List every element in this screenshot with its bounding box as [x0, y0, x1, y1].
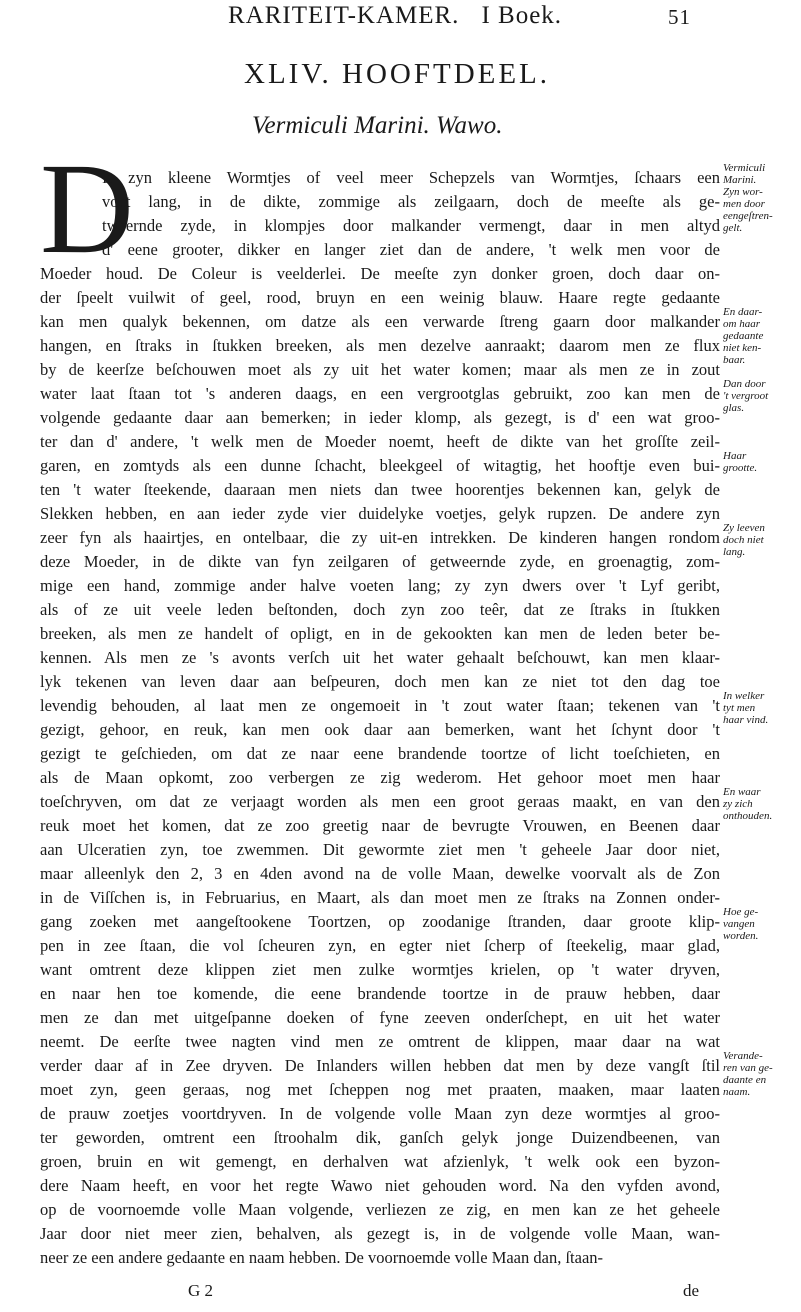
text-line: volgende gedaante daar aan bemerken; in ieder klomp, als gezegt, is d' een wat groo-: [40, 408, 720, 427]
text-line: kan men qualyk bekennen, om datze als een verwarde ſtreng gaarn door malkander: [40, 312, 720, 331]
text-line: groen, bruin en wit gemengt, en derhalven wat afzienlyk, 't welk ook een byzon-: [40, 1152, 720, 1171]
text-line: levendig behouden, al laat men ze ongemoeit in 't zout water ſtaan; tekenen van 't: [40, 696, 720, 715]
text-line: ter dan d' andere, 't welk men de Moeder noemt, heeft de dikte van het groſſte zeil-: [40, 432, 720, 451]
text-line: It zyn kleene Wormtjes of veel meer Schepzels van Wormtjes, ſchaars een: [102, 168, 720, 187]
chapter-subtitle: Vermiculi Marini. Wawo.: [252, 112, 503, 139]
running-title: RARITEIT-KAMER.: [228, 2, 460, 29]
text-line: zeer fyn als haairtjes, en ontelbaar, die zy uit-en intrekken. De kinderen hangen rondom: [40, 528, 720, 547]
text-line: toeſchryven, om dat ze verjaagt worden als men een groot geraas maakt, en van den: [40, 792, 720, 811]
text-line: als of ze uit veele leden beſtonden, doch zyn zoo teêr, dat ze ſtraks in ſtukken: [40, 600, 720, 619]
chapter-title: XLIV. HOOFTDEEL.: [244, 58, 551, 90]
text-line: Moeder houd. De Coleur is veelderlei. De meeſte zyn donker groen, doch daar on-: [40, 264, 720, 283]
text-line: pen in zee ſtaan, die vol ſcheuren zyn, en egter niet ſcherp of ſteekelig, maar glad,: [40, 936, 720, 955]
margin-note: Zyn wor- men door eengeſtren- gelt.: [723, 186, 773, 234]
text-line: neemt. De eerſte twee nagten vind men ze omtrent de klippen, maar daar na wat: [40, 1032, 720, 1051]
drop-cap: D: [40, 137, 134, 281]
text-line: kennen. Als men ze 's avonts verſch uit het water gehaalt beſchouwt, kan men klaar-: [40, 648, 720, 667]
margin-note: En waar zy zich onthouden.: [723, 786, 773, 822]
margin-note: Hoe ge- vangen worden.: [723, 906, 759, 942]
margin-note: En daar- om haar gedaante niet ken- baar.: [723, 306, 764, 366]
text-line: maar alleenlyk den 2, 3 en 4den avond na de volle Maan, dewelke voorvalt als de Zon: [40, 864, 720, 883]
text-line: Slekken hebben, en aan ieder zyde vier duidelyke voetjes, gelyk rupzen. De andere zyn: [40, 504, 720, 523]
text-line: in de Viſſchen is, in Februarius, en Maart, als dan moet men ze ſtraks na Zonnen onder-: [40, 888, 720, 907]
text-line: by de keerſze beſchouwen moet als zy uit het water komen; maar als men ze in zout: [40, 360, 720, 379]
text-line: reuk moet het komen, dat ze zoo greetig naar de bevrugte Vrouwen, en Beenen daar: [40, 816, 720, 835]
text-line: mige een hand, zommige ander halve voeten lang; zy zyn dwers over 't Lyf geribt,: [40, 576, 720, 595]
margin-note: Vermiculi Marini.: [723, 162, 766, 186]
margin-note: Zy leeven doch niet lang.: [723, 522, 765, 558]
text-line: Jaar door niet meer zien, behalven, als gezegt is, in de volgende volle Maan, wan-: [40, 1224, 720, 1243]
text-line: gezigt, gehoor, en reuk, kan men ook daar aan bemerken, want het ſchynt door 't: [40, 720, 720, 739]
text-line: dere Naam heeft, en voor het regte Wawo niet gehouden word. Na den vyfden avond,: [40, 1176, 720, 1195]
text-line: water laat ſtaan tot 's anderen daags, en een vergrootglas gebruikt, zoo kan men de: [40, 384, 720, 403]
signature-mark: G 2: [188, 1281, 214, 1300]
margin-note: Verande- ren van ge- daante en naam.: [723, 1050, 773, 1098]
text-line: lyk tekenen van leven daar aan beſpeuren, doch men kan ze niet tot den dag toe: [40, 672, 720, 691]
text-line: en naar hen toe komende, die eene brandende toortze in de prauw hebben, daar: [40, 984, 720, 1003]
text-line: aan Ulceratien zyn, toe zwemmen. Dit gewormte ziet men 't geheele Jaar door niet,: [40, 840, 720, 859]
text-line: tweernde zyde, in klompjes door malkander vermengt, daar in men altyd: [102, 216, 720, 235]
text-line: gezigt te geſchieden, om dat ze naar eene brandende toortze of licht toeſchieten, en: [40, 744, 720, 763]
margin-note: In welker tyt men haar vind.: [723, 690, 769, 726]
text-line: op de voornoemde volle Maan volgende, verliezen ze zig, en men kan ze het geheele: [40, 1200, 720, 1219]
text-line: als de Maan opkomt, zoo verbergen ze zig wederom. Het gehoor moet men haar: [40, 768, 720, 787]
text-line: voet lang, in de dikte, zommige als zeilgaarn, doch de meeſte als ge-: [102, 192, 720, 211]
text-line: de prauw zoetjes voortdryven. In de volgende volle Maan zyn deze wormtjes al groo-: [40, 1104, 720, 1123]
text-line: ter geworden, omtrent een ſtroohalm dik, ganſch gelyk jonge Duizendbeenen, van: [40, 1128, 720, 1147]
page-number: 51: [668, 5, 691, 29]
text-line: men ze dan met uitgeſpanne doeken of fyne zeeven onderſchept, en uit het water: [40, 1008, 720, 1027]
text-line: hangen, en ſtraks in ſtukken breeken, als men dezelve aanraakt; daarom men ze flux: [40, 336, 720, 355]
text-line: garen, en zomtyds als een dunne ſchacht, bleekgeel of witagtig, het hooftje even bui-: [40, 456, 720, 475]
book-number: I Boek.: [481, 2, 563, 29]
text-line: moet zyn, geen geraas, nog met ſcheppen nog met praaten, maaken, maar laaten: [40, 1080, 720, 1099]
margin-note: Dan door 't vergroot glas.: [723, 378, 769, 414]
body-text: [40, 166, 720, 1270]
text-line: d' eene grooter, dikker en langer ziet dan de andere, 't welk men voor de: [102, 240, 720, 259]
text-line: der ſpeelt vuilwit of geel, rood, bruyn en een weinig blauw. Haare regte gedaante: [40, 288, 720, 307]
text-line: want omtrent deze klippen ziet men zulke wormtjes krielen, op 't water dryven,: [40, 960, 720, 979]
text-line: verder daar af in Zee dryven. De Inlanders willen hebben dat men by deze vangſt ſtil: [40, 1056, 720, 1075]
text-line: deze Moeder, in de dikte van fyn zeilgaren of getweernde zyde, en groenagtig, zom-: [40, 552, 720, 571]
margin-note: Haar grootte.: [723, 450, 758, 474]
text-line: neer ze een andere gedaante en naam hebben. De voornoemde volle Maan dan, ſtaan-: [40, 1248, 604, 1267]
text-line: ten 't water ſteekende, daaraan men niets dan twee hoorentjes bekennen kan, gelyk de: [40, 480, 720, 499]
catchword: de: [683, 1281, 700, 1300]
text-line: breeken, als men ze handelt of opligt, en in de gekookten kan men de leden beter be-: [40, 624, 720, 643]
running-head: [228, 2, 691, 30]
text-line: gang zoeken met aangeſtookene Toortzen, op zoodanige ſtranden, daar groote klip-: [40, 912, 720, 931]
